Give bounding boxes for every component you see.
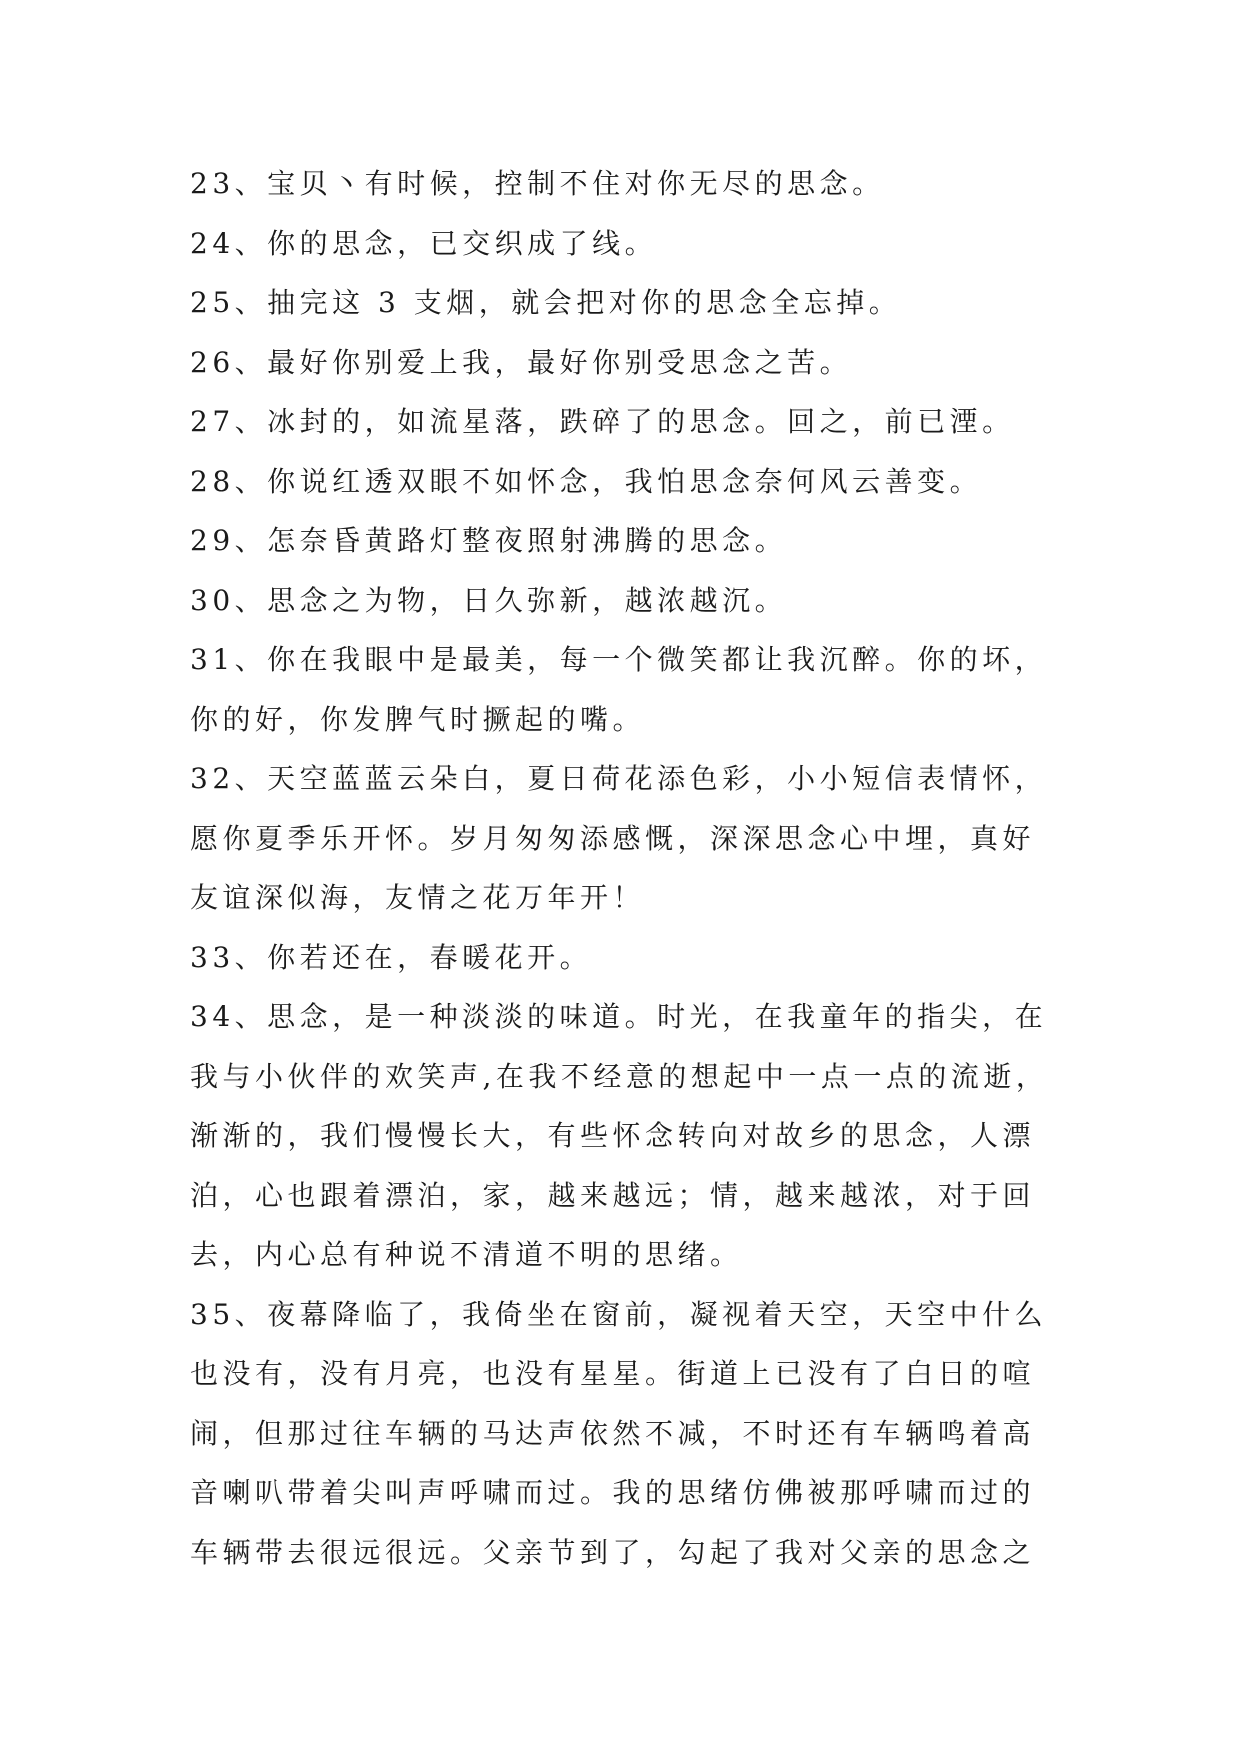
text-line: 也没有，没有月亮，也没有星星。街道上已没有了白日的喧	[190, 1357, 1036, 1390]
paragraph	[190, 392, 1070, 452]
paragraph	[190, 571, 1070, 631]
paragraph	[190, 511, 1070, 571]
text-line: 去，内心总有种说不清道不明的思绪。	[190, 1238, 743, 1271]
paragraph	[190, 1285, 1070, 1583]
text-line: 30、思念之为物，日久弥新，越浓越沉。	[190, 583, 788, 617]
document-page	[190, 154, 1070, 1582]
text-line: 32、天空蓝蓝云朵白，夏日荷花添色彩，小小短信表情怀，	[190, 762, 1048, 795]
paragraph	[190, 154, 1070, 214]
text-line: 25、抽完这 3 支烟，就会把对你的思念全忘掉。	[190, 286, 902, 319]
text-line: 闹，但那过往车辆的马达声依然不减，不时还有车辆鸣着高	[190, 1416, 1036, 1450]
text-line: 29、怎奈昏黄路灯整夜照射沸腾的思念。	[190, 524, 788, 557]
paragraph	[190, 928, 1070, 988]
paragraph	[190, 987, 1070, 1285]
text-line: 愿你夏季乐开怀。岁月匆匆添感慨，深深思念心中埋，真好	[190, 821, 1036, 855]
text-line: 渐渐的，我们慢慢长大，有些怀念转向对故乡的思念，人漂	[190, 1119, 1036, 1152]
text-line: 24、你的思念，已交织成了线。	[190, 226, 658, 260]
paragraph	[190, 749, 1070, 928]
text-line: 友谊深似海，友情之花万年开！	[190, 881, 646, 914]
paragraph	[190, 630, 1070, 749]
text-line: 我与小伙伴的欢笑声,在我不经意的想起中一点一点的流逝，	[190, 1059, 1049, 1093]
text-line: 车辆带去很远很远。父亲节到了，勾起了我对父亲的思念之	[190, 1535, 1036, 1569]
text-line: 23、宝贝丶有时候，控制不住对你无尽的思念。	[190, 167, 885, 200]
text-line: 35、夜幕降临了，我倚坐在窗前，凝视着天空，天空中什么	[190, 1297, 1048, 1331]
text-line: 27、冰封的，如流星落，跌碎了的思念。回之，前已湮。	[190, 405, 1015, 438]
paragraph	[190, 273, 1070, 333]
paragraph	[190, 333, 1070, 393]
paragraph	[190, 214, 1070, 274]
text-line: 26、最好你别爱上我，最好你别受思念之苦。	[190, 345, 853, 379]
text-line: 31、你在我眼中是最美，每一个微笑都让我沉醉。你的坏，	[190, 643, 1048, 676]
text-line: 你的好，你发脾气时撅起的嘴。	[190, 702, 646, 736]
paragraph	[190, 452, 1070, 512]
text-line: 音喇叭带着尖叫声呼啸而过。我的思绪仿佛被那呼啸而过的	[190, 1476, 1036, 1509]
text-line: 33、你若还在，春暖花开。	[190, 940, 593, 974]
text-line: 泊，心也跟着漂泊，家，越来越远；情，越来越浓，对于回	[190, 1178, 1036, 1212]
text-line: 34、思念，是一种淡淡的味道。时光，在我童年的指尖，在	[190, 1000, 1048, 1033]
text-line: 28、你说红透双眼不如怀念，我怕思念奈何风云善变。	[190, 464, 983, 498]
